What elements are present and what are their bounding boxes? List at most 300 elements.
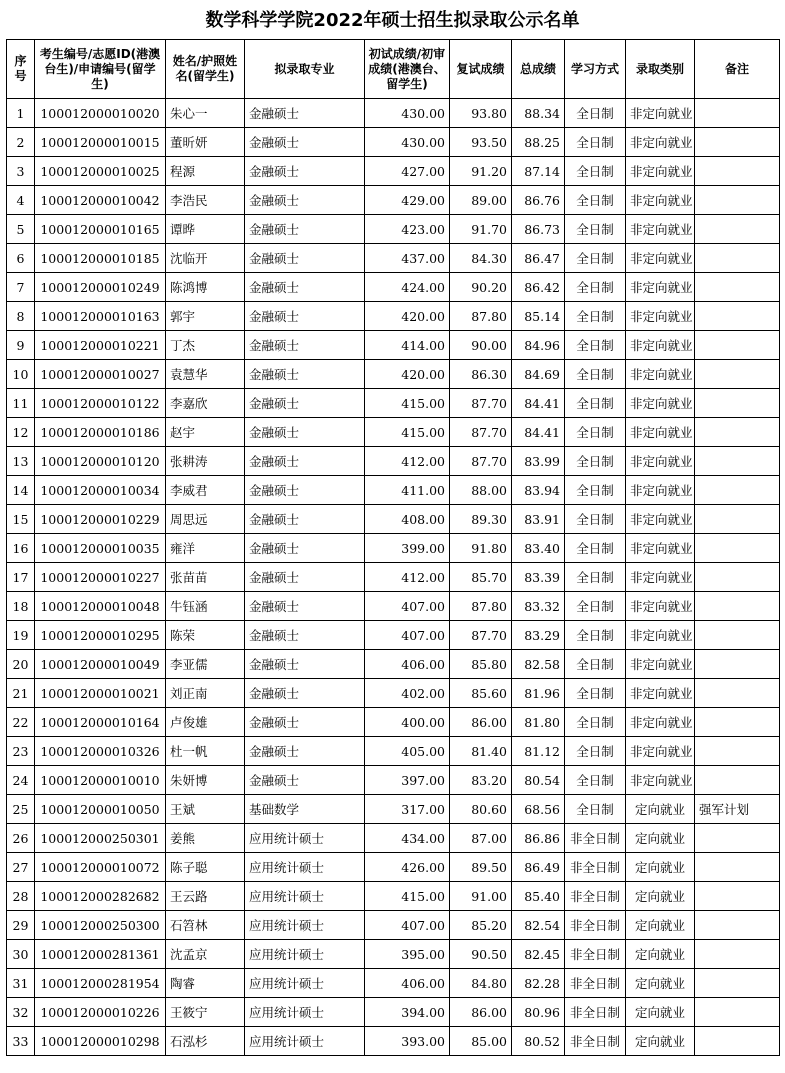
table-row xyxy=(7,157,780,186)
cell-name: 朱心一 xyxy=(166,99,245,128)
table-row xyxy=(7,389,780,418)
cell-initial-score: 430.00 xyxy=(365,128,450,157)
cell-seq: 23 xyxy=(7,737,35,766)
cell-name: 丁杰 xyxy=(166,331,245,360)
cell-name: 石泓杉 xyxy=(166,1027,245,1056)
cell-remark xyxy=(695,998,780,1027)
cell-exam-id: 100012000010122 xyxy=(35,389,166,418)
cell-study-mode: 全日制 xyxy=(565,302,626,331)
cell-retest-score: 86.30 xyxy=(450,360,512,389)
cell-major: 金融硕士 xyxy=(245,273,365,302)
cell-total-score: 82.28 xyxy=(512,969,565,998)
cell-total-score: 86.42 xyxy=(512,273,565,302)
table-row xyxy=(7,853,780,882)
cell-admission-type: 非定向就业 xyxy=(626,563,695,592)
cell-seq: 15 xyxy=(7,505,35,534)
cell-initial-score: 407.00 xyxy=(365,621,450,650)
cell-seq: 25 xyxy=(7,795,35,824)
cell-remark xyxy=(695,360,780,389)
cell-study-mode: 全日制 xyxy=(565,766,626,795)
cell-retest-score: 81.40 xyxy=(450,737,512,766)
cell-exam-id: 100012000281954 xyxy=(35,969,166,998)
cell-study-mode: 全日制 xyxy=(565,418,626,447)
cell-name: 李嘉欣 xyxy=(166,389,245,418)
cell-seq: 18 xyxy=(7,592,35,621)
cell-initial-score: 395.00 xyxy=(365,940,450,969)
cell-retest-score: 85.70 xyxy=(450,563,512,592)
cell-initial-score: 415.00 xyxy=(365,882,450,911)
cell-seq: 24 xyxy=(7,766,35,795)
table-row xyxy=(7,592,780,621)
cell-admission-type: 非定向就业 xyxy=(626,99,695,128)
cell-initial-score: 408.00 xyxy=(365,505,450,534)
cell-exam-id: 100012000010025 xyxy=(35,157,166,186)
cell-total-score: 83.29 xyxy=(512,621,565,650)
cell-major: 应用统计硕士 xyxy=(245,1027,365,1056)
header-name: 姓名/护照姓名(留学生) xyxy=(166,40,245,99)
cell-retest-score: 84.80 xyxy=(450,969,512,998)
cell-admission-type: 非定向就业 xyxy=(626,157,695,186)
cell-major: 金融硕士 xyxy=(245,186,365,215)
cell-admission-type: 非定向就业 xyxy=(626,186,695,215)
cell-admission-type: 定向就业 xyxy=(626,940,695,969)
cell-initial-score: 407.00 xyxy=(365,911,450,940)
cell-retest-score: 89.50 xyxy=(450,853,512,882)
cell-exam-id: 100012000010020 xyxy=(35,99,166,128)
cell-remark xyxy=(695,940,780,969)
cell-initial-score: 399.00 xyxy=(365,534,450,563)
cell-study-mode: 全日制 xyxy=(565,157,626,186)
cell-retest-score: 80.60 xyxy=(450,795,512,824)
table-row xyxy=(7,650,780,679)
cell-exam-id: 100012000010185 xyxy=(35,244,166,273)
cell-admission-type: 定向就业 xyxy=(626,969,695,998)
cell-name: 张苗苗 xyxy=(166,563,245,592)
cell-remark xyxy=(695,882,780,911)
cell-admission-type: 非定向就业 xyxy=(626,447,695,476)
cell-initial-score: 397.00 xyxy=(365,766,450,795)
cell-total-score: 83.32 xyxy=(512,592,565,621)
cell-admission-type: 非定向就业 xyxy=(626,650,695,679)
table-row xyxy=(7,969,780,998)
cell-seq: 4 xyxy=(7,186,35,215)
cell-remark xyxy=(695,273,780,302)
cell-name: 李浩民 xyxy=(166,186,245,215)
cell-seq: 6 xyxy=(7,244,35,273)
cell-admission-type: 非定向就业 xyxy=(626,418,695,447)
cell-exam-id: 100012000250300 xyxy=(35,911,166,940)
cell-exam-id: 100012000010221 xyxy=(35,331,166,360)
cell-initial-score: 406.00 xyxy=(365,969,450,998)
cell-total-score: 86.86 xyxy=(512,824,565,853)
cell-seq: 21 xyxy=(7,679,35,708)
cell-name: 陈鸿博 xyxy=(166,273,245,302)
header-total-score: 总成绩 xyxy=(512,40,565,99)
cell-remark xyxy=(695,215,780,244)
cell-major: 应用统计硕士 xyxy=(245,882,365,911)
cell-exam-id: 100012000010015 xyxy=(35,128,166,157)
cell-exam-id: 100012000010049 xyxy=(35,650,166,679)
cell-retest-score: 90.20 xyxy=(450,273,512,302)
cell-retest-score: 86.00 xyxy=(450,708,512,737)
cell-admission-type: 非定向就业 xyxy=(626,766,695,795)
table-row xyxy=(7,360,780,389)
header-initial-score: 初试成绩/初审成绩(港澳台、留学生) xyxy=(365,40,450,99)
cell-admission-type: 定向就业 xyxy=(626,795,695,824)
cell-retest-score: 89.00 xyxy=(450,186,512,215)
cell-initial-score: 415.00 xyxy=(365,389,450,418)
cell-admission-type: 非定向就业 xyxy=(626,273,695,302)
cell-study-mode: 全日制 xyxy=(565,244,626,273)
cell-total-score: 83.94 xyxy=(512,476,565,505)
cell-total-score: 82.54 xyxy=(512,911,565,940)
cell-remark xyxy=(695,505,780,534)
cell-major: 金融硕士 xyxy=(245,447,365,476)
cell-name: 朱妍博 xyxy=(166,766,245,795)
table-row xyxy=(7,186,780,215)
cell-remark xyxy=(695,1027,780,1056)
cell-total-score: 84.41 xyxy=(512,389,565,418)
cell-remark xyxy=(695,186,780,215)
cell-exam-id: 100012000010042 xyxy=(35,186,166,215)
cell-remark xyxy=(695,621,780,650)
table-row xyxy=(7,302,780,331)
cell-name: 王斌 xyxy=(166,795,245,824)
table-row xyxy=(7,476,780,505)
cell-admission-type: 非定向就业 xyxy=(626,737,695,766)
cell-exam-id: 100012000010050 xyxy=(35,795,166,824)
cell-major: 金融硕士 xyxy=(245,534,365,563)
cell-total-score: 83.91 xyxy=(512,505,565,534)
table-body xyxy=(7,99,780,1056)
cell-study-mode: 非全日制 xyxy=(565,1027,626,1056)
cell-remark: 强军计划 xyxy=(695,795,780,824)
cell-seq: 16 xyxy=(7,534,35,563)
table-row xyxy=(7,882,780,911)
cell-major: 应用统计硕士 xyxy=(245,940,365,969)
table-row xyxy=(7,273,780,302)
cell-remark xyxy=(695,476,780,505)
table-row xyxy=(7,621,780,650)
table-row xyxy=(7,795,780,824)
table-row xyxy=(7,505,780,534)
cell-remark xyxy=(695,766,780,795)
cell-total-score: 84.69 xyxy=(512,360,565,389)
cell-seq: 3 xyxy=(7,157,35,186)
cell-total-score: 86.73 xyxy=(512,215,565,244)
cell-initial-score: 317.00 xyxy=(365,795,450,824)
cell-remark xyxy=(695,824,780,853)
cell-name: 雍洋 xyxy=(166,534,245,563)
cell-seq: 32 xyxy=(7,998,35,1027)
cell-remark xyxy=(695,331,780,360)
cell-retest-score: 87.70 xyxy=(450,418,512,447)
cell-retest-score: 84.30 xyxy=(450,244,512,273)
cell-seq: 19 xyxy=(7,621,35,650)
cell-retest-score: 87.70 xyxy=(450,447,512,476)
cell-major: 金融硕士 xyxy=(245,99,365,128)
cell-initial-score: 426.00 xyxy=(365,853,450,882)
page-title: 数学科学学院2022年硕士招生拟录取公示名单 xyxy=(205,10,580,31)
cell-total-score: 85.14 xyxy=(512,302,565,331)
cell-study-mode: 全日制 xyxy=(565,737,626,766)
cell-seq: 26 xyxy=(7,824,35,853)
cell-retest-score: 85.60 xyxy=(450,679,512,708)
cell-retest-score: 91.20 xyxy=(450,157,512,186)
cell-retest-score: 90.50 xyxy=(450,940,512,969)
cell-study-mode: 非全日制 xyxy=(565,940,626,969)
cell-study-mode: 全日制 xyxy=(565,186,626,215)
cell-admission-type: 非定向就业 xyxy=(626,621,695,650)
cell-total-score: 83.39 xyxy=(512,563,565,592)
cell-major: 金融硕士 xyxy=(245,331,365,360)
header-major: 拟录取专业 xyxy=(245,40,365,99)
cell-admission-type: 非定向就业 xyxy=(626,215,695,244)
cell-retest-score: 93.80 xyxy=(450,99,512,128)
cell-total-score: 85.40 xyxy=(512,882,565,911)
cell-name: 石笤林 xyxy=(166,911,245,940)
cell-major: 金融硕士 xyxy=(245,128,365,157)
cell-seq: 13 xyxy=(7,447,35,476)
cell-major: 应用统计硕士 xyxy=(245,853,365,882)
cell-remark xyxy=(695,737,780,766)
cell-seq: 5 xyxy=(7,215,35,244)
cell-study-mode: 全日制 xyxy=(565,621,626,650)
cell-total-score: 80.96 xyxy=(512,998,565,1027)
cell-study-mode: 全日制 xyxy=(565,99,626,128)
cell-name: 袁慧华 xyxy=(166,360,245,389)
cell-remark xyxy=(695,534,780,563)
cell-retest-score: 83.20 xyxy=(450,766,512,795)
cell-remark xyxy=(695,157,780,186)
cell-major: 金融硕士 xyxy=(245,157,365,186)
cell-exam-id: 100012000010120 xyxy=(35,447,166,476)
cell-remark xyxy=(695,853,780,882)
cell-name: 沈孟京 xyxy=(166,940,245,969)
cell-study-mode: 全日制 xyxy=(565,592,626,621)
table-row xyxy=(7,244,780,273)
cell-initial-score: 393.00 xyxy=(365,1027,450,1056)
cell-admission-type: 非定向就业 xyxy=(626,476,695,505)
cell-seq: 2 xyxy=(7,128,35,157)
table-row xyxy=(7,215,780,244)
cell-exam-id: 100012000010048 xyxy=(35,592,166,621)
table-row xyxy=(7,1027,780,1056)
table-row xyxy=(7,418,780,447)
cell-study-mode: 全日制 xyxy=(565,563,626,592)
cell-admission-type: 非定向就业 xyxy=(626,244,695,273)
cell-exam-id: 100012000010226 xyxy=(35,998,166,1027)
cell-retest-score: 93.50 xyxy=(450,128,512,157)
cell-total-score: 81.80 xyxy=(512,708,565,737)
table-row xyxy=(7,824,780,853)
cell-name: 杜一帆 xyxy=(166,737,245,766)
table-row xyxy=(7,998,780,1027)
cell-name: 陈荣 xyxy=(166,621,245,650)
cell-seq: 29 xyxy=(7,911,35,940)
table-row xyxy=(7,99,780,128)
table-row xyxy=(7,766,780,795)
cell-total-score: 86.76 xyxy=(512,186,565,215)
cell-exam-id: 100012000281361 xyxy=(35,940,166,969)
cell-major: 金融硕士 xyxy=(245,360,365,389)
cell-major: 金融硕士 xyxy=(245,621,365,650)
cell-name: 王云路 xyxy=(166,882,245,911)
cell-retest-score: 85.80 xyxy=(450,650,512,679)
cell-admission-type: 定向就业 xyxy=(626,824,695,853)
cell-seq: 12 xyxy=(7,418,35,447)
cell-major: 金融硕士 xyxy=(245,679,365,708)
cell-initial-score: 434.00 xyxy=(365,824,450,853)
cell-major: 金融硕士 xyxy=(245,418,365,447)
header-row xyxy=(7,40,780,99)
cell-study-mode: 全日制 xyxy=(565,476,626,505)
cell-seq: 33 xyxy=(7,1027,35,1056)
cell-major: 金融硕士 xyxy=(245,302,365,331)
cell-name: 李亚儒 xyxy=(166,650,245,679)
cell-initial-score: 394.00 xyxy=(365,998,450,1027)
cell-exam-id: 100012000010249 xyxy=(35,273,166,302)
cell-seq: 10 xyxy=(7,360,35,389)
cell-initial-score: 400.00 xyxy=(365,708,450,737)
cell-name: 陶睿 xyxy=(166,969,245,998)
cell-exam-id: 100012000010326 xyxy=(35,737,166,766)
cell-retest-score: 87.70 xyxy=(450,621,512,650)
cell-exam-id: 100012000282682 xyxy=(35,882,166,911)
cell-remark xyxy=(695,302,780,331)
cell-study-mode: 全日制 xyxy=(565,708,626,737)
cell-exam-id: 100012000010186 xyxy=(35,418,166,447)
cell-name: 董昕妍 xyxy=(166,128,245,157)
cell-total-score: 81.12 xyxy=(512,737,565,766)
cell-retest-score: 87.70 xyxy=(450,389,512,418)
cell-total-score: 83.40 xyxy=(512,534,565,563)
cell-remark xyxy=(695,679,780,708)
cell-name: 赵宇 xyxy=(166,418,245,447)
cell-exam-id: 100012000010035 xyxy=(35,534,166,563)
cell-name: 周思远 xyxy=(166,505,245,534)
cell-initial-score: 437.00 xyxy=(365,244,450,273)
cell-admission-type: 定向就业 xyxy=(626,882,695,911)
cell-study-mode: 非全日制 xyxy=(565,824,626,853)
cell-exam-id: 100012000250301 xyxy=(35,824,166,853)
cell-seq: 31 xyxy=(7,969,35,998)
cell-retest-score: 86.00 xyxy=(450,998,512,1027)
cell-remark xyxy=(695,447,780,476)
cell-retest-score: 85.00 xyxy=(450,1027,512,1056)
cell-total-score: 88.25 xyxy=(512,128,565,157)
cell-major: 应用统计硕士 xyxy=(245,911,365,940)
cell-seq: 1 xyxy=(7,99,35,128)
cell-name: 李威君 xyxy=(166,476,245,505)
cell-initial-score: 406.00 xyxy=(365,650,450,679)
cell-major: 金融硕士 xyxy=(245,563,365,592)
cell-retest-score: 89.30 xyxy=(450,505,512,534)
cell-remark xyxy=(695,592,780,621)
header-retest-score: 复试成绩 xyxy=(450,40,512,99)
cell-initial-score: 415.00 xyxy=(365,418,450,447)
cell-admission-type: 非定向就业 xyxy=(626,534,695,563)
table-row xyxy=(7,679,780,708)
cell-seq: 20 xyxy=(7,650,35,679)
table-row xyxy=(7,331,780,360)
cell-total-score: 88.34 xyxy=(512,99,565,128)
cell-admission-type: 定向就业 xyxy=(626,853,695,882)
cell-major: 基础数学 xyxy=(245,795,365,824)
cell-total-score: 81.96 xyxy=(512,679,565,708)
cell-study-mode: 全日制 xyxy=(565,273,626,302)
cell-retest-score: 91.70 xyxy=(450,215,512,244)
cell-initial-score: 412.00 xyxy=(365,563,450,592)
cell-retest-score: 85.20 xyxy=(450,911,512,940)
cell-retest-score: 87.80 xyxy=(450,302,512,331)
table-row xyxy=(7,447,780,476)
cell-name: 姜熊 xyxy=(166,824,245,853)
cell-study-mode: 全日制 xyxy=(565,215,626,244)
cell-name: 郭宇 xyxy=(166,302,245,331)
cell-exam-id: 100012000010295 xyxy=(35,621,166,650)
cell-initial-score: 405.00 xyxy=(365,737,450,766)
cell-total-score: 86.47 xyxy=(512,244,565,273)
cell-study-mode: 全日制 xyxy=(565,331,626,360)
cell-study-mode: 全日制 xyxy=(565,447,626,476)
cell-admission-type: 非定向就业 xyxy=(626,505,695,534)
cell-seq: 7 xyxy=(7,273,35,302)
cell-initial-score: 430.00 xyxy=(365,99,450,128)
cell-initial-score: 423.00 xyxy=(365,215,450,244)
cell-total-score: 82.45 xyxy=(512,940,565,969)
cell-study-mode: 全日制 xyxy=(565,360,626,389)
cell-admission-type: 定向就业 xyxy=(626,1027,695,1056)
cell-initial-score: 429.00 xyxy=(365,186,450,215)
header-seq: 序号 xyxy=(7,40,35,99)
cell-admission-type: 非定向就业 xyxy=(626,592,695,621)
cell-name: 牛钰涵 xyxy=(166,592,245,621)
cell-study-mode: 全日制 xyxy=(565,128,626,157)
header-exam-id: 考生编号/志愿ID(港澳台生)/申请编号(留学生) xyxy=(35,40,166,99)
cell-initial-score: 424.00 xyxy=(365,273,450,302)
cell-major: 应用统计硕士 xyxy=(245,824,365,853)
cell-admission-type: 非定向就业 xyxy=(626,389,695,418)
table-row xyxy=(7,737,780,766)
table-row xyxy=(7,128,780,157)
table-row xyxy=(7,534,780,563)
cell-name: 卢俊雄 xyxy=(166,708,245,737)
cell-seq: 8 xyxy=(7,302,35,331)
cell-remark xyxy=(695,563,780,592)
cell-major: 金融硕士 xyxy=(245,244,365,273)
cell-remark xyxy=(695,244,780,273)
cell-major: 金融硕士 xyxy=(245,476,365,505)
cell-exam-id: 100012000010010 xyxy=(35,766,166,795)
cell-study-mode: 全日制 xyxy=(565,679,626,708)
cell-initial-score: 414.00 xyxy=(365,331,450,360)
cell-name: 刘正南 xyxy=(166,679,245,708)
cell-initial-score: 412.00 xyxy=(365,447,450,476)
cell-name: 谭晔 xyxy=(166,215,245,244)
cell-seq: 22 xyxy=(7,708,35,737)
cell-retest-score: 87.80 xyxy=(450,592,512,621)
cell-study-mode: 非全日制 xyxy=(565,882,626,911)
cell-seq: 27 xyxy=(7,853,35,882)
cell-study-mode: 全日制 xyxy=(565,650,626,679)
cell-total-score: 80.54 xyxy=(512,766,565,795)
cell-initial-score: 402.00 xyxy=(365,679,450,708)
cell-admission-type: 非定向就业 xyxy=(626,679,695,708)
cell-exam-id: 100012000010165 xyxy=(35,215,166,244)
cell-study-mode: 非全日制 xyxy=(565,969,626,998)
cell-total-score: 86.49 xyxy=(512,853,565,882)
